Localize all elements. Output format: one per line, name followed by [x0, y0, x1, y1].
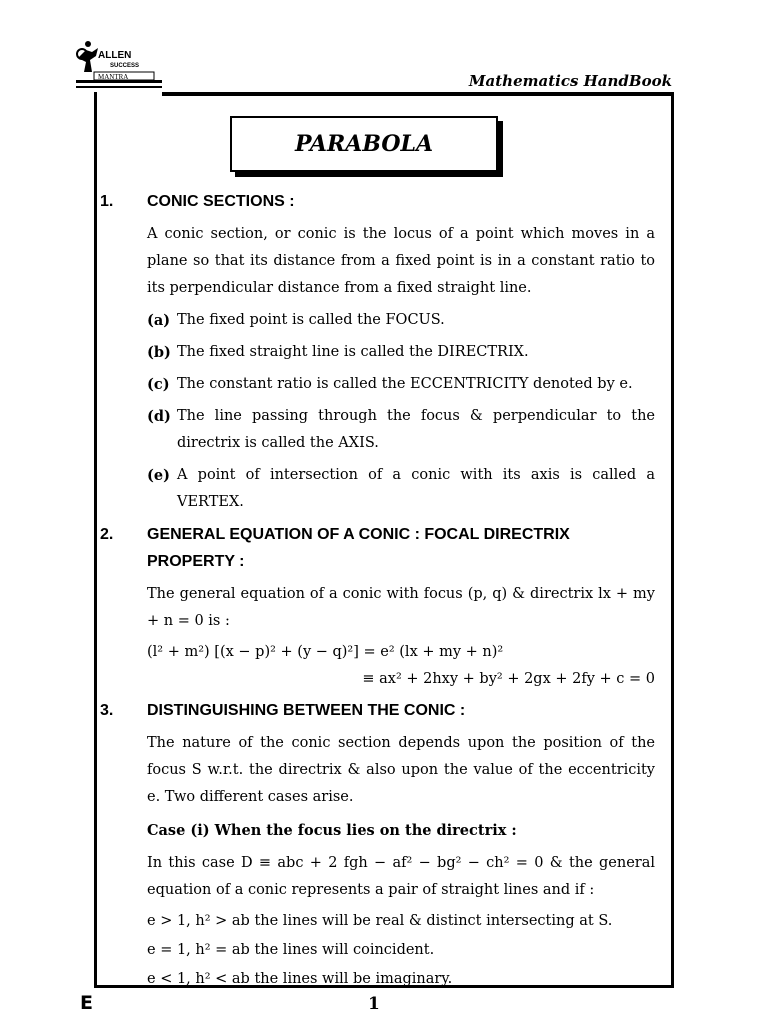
case-line: e = 1, h² = ab the lines will coincident. [147, 942, 435, 958]
list-item [147, 403, 655, 457]
section-number: 2. [100, 526, 114, 543]
list-item [147, 462, 655, 516]
section-1-heading [100, 188, 655, 215]
case-line: e < 1, h² < ab the lines will be imaginary. [147, 971, 453, 987]
section-1-paragraph: A conic section, or conic is the locus of a point which moves in a plane so that its distance from a fixed point is in a constant ratio to its perpendicular distance from a fixed straight line. [147, 226, 655, 296]
section-3-paragraph: The nature of the conic section depends upon the position of the focus S w.r.t. the directrix & also upon the value of the eccentricity e. Two different cases arise. [147, 735, 655, 805]
chapter-title: PARABOLA [294, 131, 434, 157]
section-number: 1. [100, 193, 114, 210]
section-title: DISTINGUISHING BETWEEN THE CONIC : [147, 702, 466, 719]
list-item [147, 307, 655, 334]
list-item-key: (d) [147, 408, 171, 425]
handbook-title: Mathematics HandBook [468, 72, 672, 90]
section-title: CONIC SECTIONS : [147, 193, 295, 210]
page-content [100, 184, 655, 995]
allen-logo [72, 38, 162, 96]
page-number: 1 [368, 994, 380, 1014]
logo-text-2: SUCCESS [110, 63, 140, 69]
section-2-paragraph: The general equation of a conic with focus (p, q) & directrix lx + my + n = 0 is : [147, 586, 655, 629]
list-item-text: A point of intersection of a conic with its axis is called a VERTEX. [177, 467, 655, 510]
footer-letter: E [80, 992, 93, 1014]
case-heading: Case (i) When the focus lies on the directrix : [147, 822, 517, 839]
section-3-heading [100, 697, 655, 724]
list-item [147, 339, 655, 366]
chapter-title-box [230, 116, 498, 172]
case-line: e > 1, h² > ab the lines will be real & distinct intersecting at S. [147, 913, 613, 929]
logo-text-1: ALLEN [98, 50, 132, 61]
frame-left-border [94, 92, 97, 988]
logo-graphic [72, 38, 162, 96]
conic-equation: (l² + m²) [(x − p)² + (y − q)²] = e² (lx + my + n)² [147, 644, 504, 660]
list-item-key: (c) [147, 376, 170, 393]
list-item-text: The line passing through the focus & perpendicular to the directrix is called the AXIS. [177, 408, 655, 451]
list-item-key: (b) [147, 344, 171, 361]
header-rule [162, 92, 674, 96]
list-item-text: The constant ratio is called the ECCENTRICITY denoted by e. [177, 376, 633, 392]
list-item-text: The fixed straight line is called the DIRECTRIX. [177, 344, 529, 360]
list-item [147, 371, 655, 398]
conic-general-form: ≡ ax² + 2hxy + by² + 2gx + 2fy + c = 0 [362, 671, 655, 687]
list-item-key: (e) [147, 467, 170, 484]
frame-right-border [671, 92, 674, 988]
list-item-text: The fixed point is called the FOCUS. [177, 312, 445, 328]
case-text: In this case D ≡ abc + 2 fgh − af² − bg² − ch² = 0 & the general equation of a conic represents a pair of straight lines and if : [147, 855, 655, 898]
section-2-heading [100, 521, 655, 575]
section-title: GENERAL EQUATION OF A CONIC : FOCAL DIRECTRIX PROPERTY : [147, 526, 570, 570]
logo-text-3: MANTRA [98, 73, 129, 81]
list-item-key: (a) [147, 312, 171, 329]
section-number: 3. [100, 702, 114, 719]
